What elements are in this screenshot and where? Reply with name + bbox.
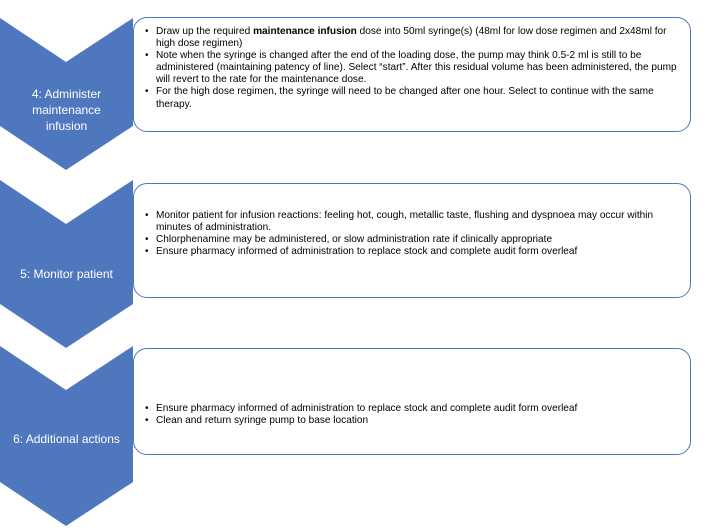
step-4-chevron <box>0 0 133 172</box>
step-4-label-line-1: 4: Administer <box>31 87 102 101</box>
step-6-bullet-list <box>143 403 682 427</box>
step-6-bullet-2: • Clean and return syringe pump to base location <box>145 415 369 427</box>
step-5-label-line-1: 5: Monitor patient <box>20 267 113 281</box>
step-6-bullet-1: • Ensure pharmacy informed of administration to replace stock and complete audit form overleaf <box>145 403 578 414</box>
step-4-bullet-3: • For the high dose regimen, the syringe will need to be changed after one hour. Select to continue with the same therapy. <box>145 86 654 110</box>
bullet-text: For the high dose regimen, the syringe will need to be changed after one hour. Select to continue with the same therapy. <box>156 86 654 110</box>
bullet-text: Clean and return syringe pump to base location <box>156 415 369 427</box>
step-6-label <box>2 431 131 447</box>
step-5-bullet-3: • Ensure pharmacy informed of administration to replace stock and complete audit form overleaf <box>145 246 578 258</box>
bullet-bold-text: maintenance infusion <box>253 26 357 37</box>
step-4-label-line-3: infusion <box>45 119 88 133</box>
bullet-text: dose into 50ml syringe(s) (48ml for low dose regimen and 2x48ml for high dose regimen) <box>156 26 667 50</box>
bullet-text: Monitor patient for infusion reactions: feeling hot, cough, metallic taste, flushing and dyspnoea may occur within minutes of administration. <box>156 210 654 234</box>
bullet-text: Chlorphenamine may be administered, or slow administration rate if clinically appropriate <box>156 234 553 246</box>
step-4-box <box>133 17 691 132</box>
step-6-label-line-1: 6: Additional actions <box>13 432 120 446</box>
step-6-box <box>133 348 691 455</box>
step-5-box <box>133 183 691 298</box>
step-5-chevron <box>0 180 133 352</box>
step-5-bullet-1: • Monitor patient for infusion reactions: feeling hot, cough, metallic taste, flushing and dyspnoea may occur within minutes of administration. <box>145 210 654 234</box>
step-5-bullet-2: • Chlorphenamine may be administered, or slow administration rate if clinically appropriate <box>145 234 553 246</box>
step-4-bullet-1: • Draw up the required maintenance infusion dose into 50ml syringe(s) (48ml for low dose regimen and 2x48ml for high dose regimen) <box>145 26 667 50</box>
step-4-label <box>2 86 131 134</box>
step-4-label-line-2: maintenance <box>32 103 101 117</box>
bullet-text: Note when the syringe is changed after the end of the loading dose, the pump may think 0.5-2 ml is still to be administered (maintaining patency of line). Select “start”. After this residual volume has been administered, the pump will revert to the rate for the maintenance dose. <box>156 50 677 86</box>
bullet-text: Ensure pharmacy informed of administration to replace stock and complete audit form overleaf <box>156 403 578 414</box>
step-5-label <box>2 266 131 282</box>
bullet-text: Draw up the required <box>156 26 254 37</box>
step-4-bullet-2: • Note when the syringe is changed after the end of the loading dose, the pump may think 0.5-2 ml is still to be administered (maintaining patency of line). Select “start”. After this residual volume has been administered, the pump will revert to the rate for the maintenance dose. <box>145 50 677 86</box>
step-5-bullet-list <box>143 210 682 258</box>
step-6-chevron <box>0 346 133 532</box>
bullet-text: Ensure pharmacy informed of administration to replace stock and complete audit form overleaf <box>156 246 578 258</box>
step-4-bullet-list <box>143 26 682 111</box>
